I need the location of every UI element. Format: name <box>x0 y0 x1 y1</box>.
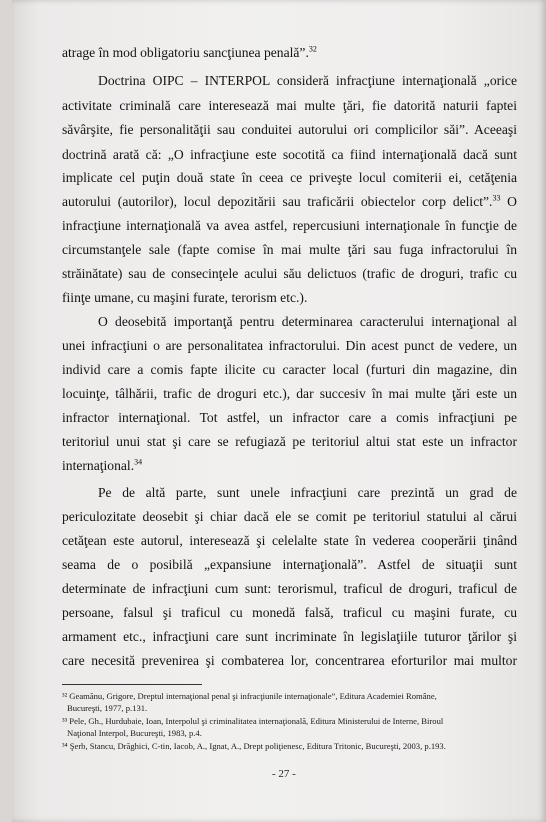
line-text: O deosebită importanţă pentru determinarea caracterului internaţional al <box>98 314 517 329</box>
body-line <box>62 44 517 61</box>
line-text: cetăţean este autorul, interesează şi celelalte state în vederea cooperării ţinând <box>62 533 517 548</box>
line-text: infracţiune internaţională va avea astfel, repercusiuni internaţionale în funcţie de <box>62 218 517 233</box>
footnote-separator <box>62 684 202 685</box>
body-line <box>62 433 517 450</box>
line-text: locuinţe, tâlhării, trafic de droguri etc.), dar succesiv în mai multe ţări este un <box>62 386 517 401</box>
body-line <box>62 97 517 114</box>
body-line <box>62 241 517 258</box>
body-line <box>62 457 517 474</box>
footnote-line: ³² Geamănu, Grigore, Dreptul internaţional penal şi infracţiunile internaţionale”, Editura Academiei Române, <box>62 691 437 701</box>
body-line <box>62 556 517 573</box>
line-text: Pe de altă parte, sunt unele infracţiuni care prezintă un grad de <box>98 485 517 500</box>
line-text: doctrină arată că: „O infracţiune este socotită ca fiind internaţională dacă sunt <box>62 147 517 162</box>
body-line <box>62 508 517 525</box>
body-line <box>62 652 517 669</box>
body-line <box>62 580 517 597</box>
line-text: circumstanţele sale (fapte comise în mai multe ţări sau fuga infractorului în <box>62 242 517 257</box>
line-text: persoane, falsul şi traficul cu monedă falsă, traficul cu maşini furate, cu <box>62 605 517 620</box>
line-text: săvârşite, fie personalităţii sau conduitei autorului ori complicilor săi”. Aceeaşi <box>62 122 517 137</box>
footnote-line: Naţional Interpol, Bucureşti, 1983, p.4. <box>67 728 202 738</box>
body-line <box>62 409 517 426</box>
footnote-line: Bucureşti, 1977, p.131. <box>67 703 148 713</box>
line-text: atrage în mod obligatoriu sancţiunea penală”. <box>62 45 309 60</box>
line-text: care necesită prevenirea şi combaterea lor, concentrarea eforturilor mai multor <box>62 653 517 668</box>
line-text: Doctrina OIPC – INTERPOL consideră infracţiune internaţională „orice <box>98 73 517 88</box>
line-text: determinate de infracţiuni cum sunt: terorismul, traficul de droguri, traficul de <box>62 581 517 596</box>
line-text: implicate cel puţin două state în ceea ce priveşte locul comiterii ei, cetăţenia <box>62 170 517 185</box>
page-number: - 27 - <box>272 768 296 780</box>
line-text: internaţional. <box>62 458 135 473</box>
line-text: individ care a comis fapte ilicite cu caracter local (furturi din magazine, din <box>62 362 517 377</box>
body-text <box>62 0 517 680</box>
body-line <box>62 628 517 645</box>
body-line <box>62 265 517 282</box>
body-line <box>98 313 517 330</box>
body-line <box>62 193 517 210</box>
footnote-line: ³³ Pele, Gh., Hurdubaie, Ioan, Interpolul şi criminalitatea internaţională, Editura Ministerului de Interne, Biroul <box>62 716 444 726</box>
footnote-reference[interactable]: 34 <box>134 457 143 467</box>
body-line <box>62 532 517 549</box>
body-line <box>62 337 517 354</box>
body-line <box>98 484 517 501</box>
line-text: străinătate) sau de consecinţele acului său delictuos (trafic de droguri, trafic cu <box>62 266 517 281</box>
body-line <box>62 217 517 234</box>
body-line <box>62 146 517 163</box>
body-line <box>62 385 517 402</box>
line-text: periculozitate deosebit şi chiar dacă ele se comit pe teritoriul statului al cărui <box>62 509 517 524</box>
body-line <box>62 361 517 378</box>
body-line <box>62 169 517 186</box>
line-tail: O <box>500 194 517 209</box>
footnote-reference[interactable]: 33 <box>492 193 501 203</box>
body-line <box>62 121 517 138</box>
line-text: unei infracţiuni o are personalitatea infractorului. Din acest punct de vedere, un <box>62 338 517 353</box>
body-line <box>62 289 517 306</box>
line-text: teritoriul unui stat şi care se refugiază pe teritoriul altui stat este un infractor <box>62 434 517 449</box>
body-line <box>98 72 517 89</box>
body-line <box>62 604 517 621</box>
footnote-reference[interactable]: 32 <box>308 44 317 54</box>
footnote-line: ³⁴ Şerb, Stancu, Drăghici, C-tin, Iacob, A., Ignat, A., Drept poliţienesc, Editura Tritonic, Bucureşti, 2003, p.193. <box>62 741 446 751</box>
line-text: armament etc., infracţiuni care sunt incriminate în legislaţiile tuturor ţărilor şi <box>62 629 517 644</box>
line-text: autorului (autorilor), locul depozitării sau traficării obiectelor corp delict”. <box>62 194 493 209</box>
document-page <box>12 0 546 822</box>
line-text: activitate criminală care interesează mai multe ţări, fie datorită naturii faptei <box>62 98 517 113</box>
line-text: fiinţe umane, cu maşini furate, terorism etc.). <box>62 290 308 305</box>
line-text: seama de o posibilă „expansiune internaţională”. Astfel de situaţii sunt <box>62 557 517 572</box>
line-text: infractor internaţional. Tot astfel, un infractor care a comis infracţiuni pe <box>62 410 517 425</box>
